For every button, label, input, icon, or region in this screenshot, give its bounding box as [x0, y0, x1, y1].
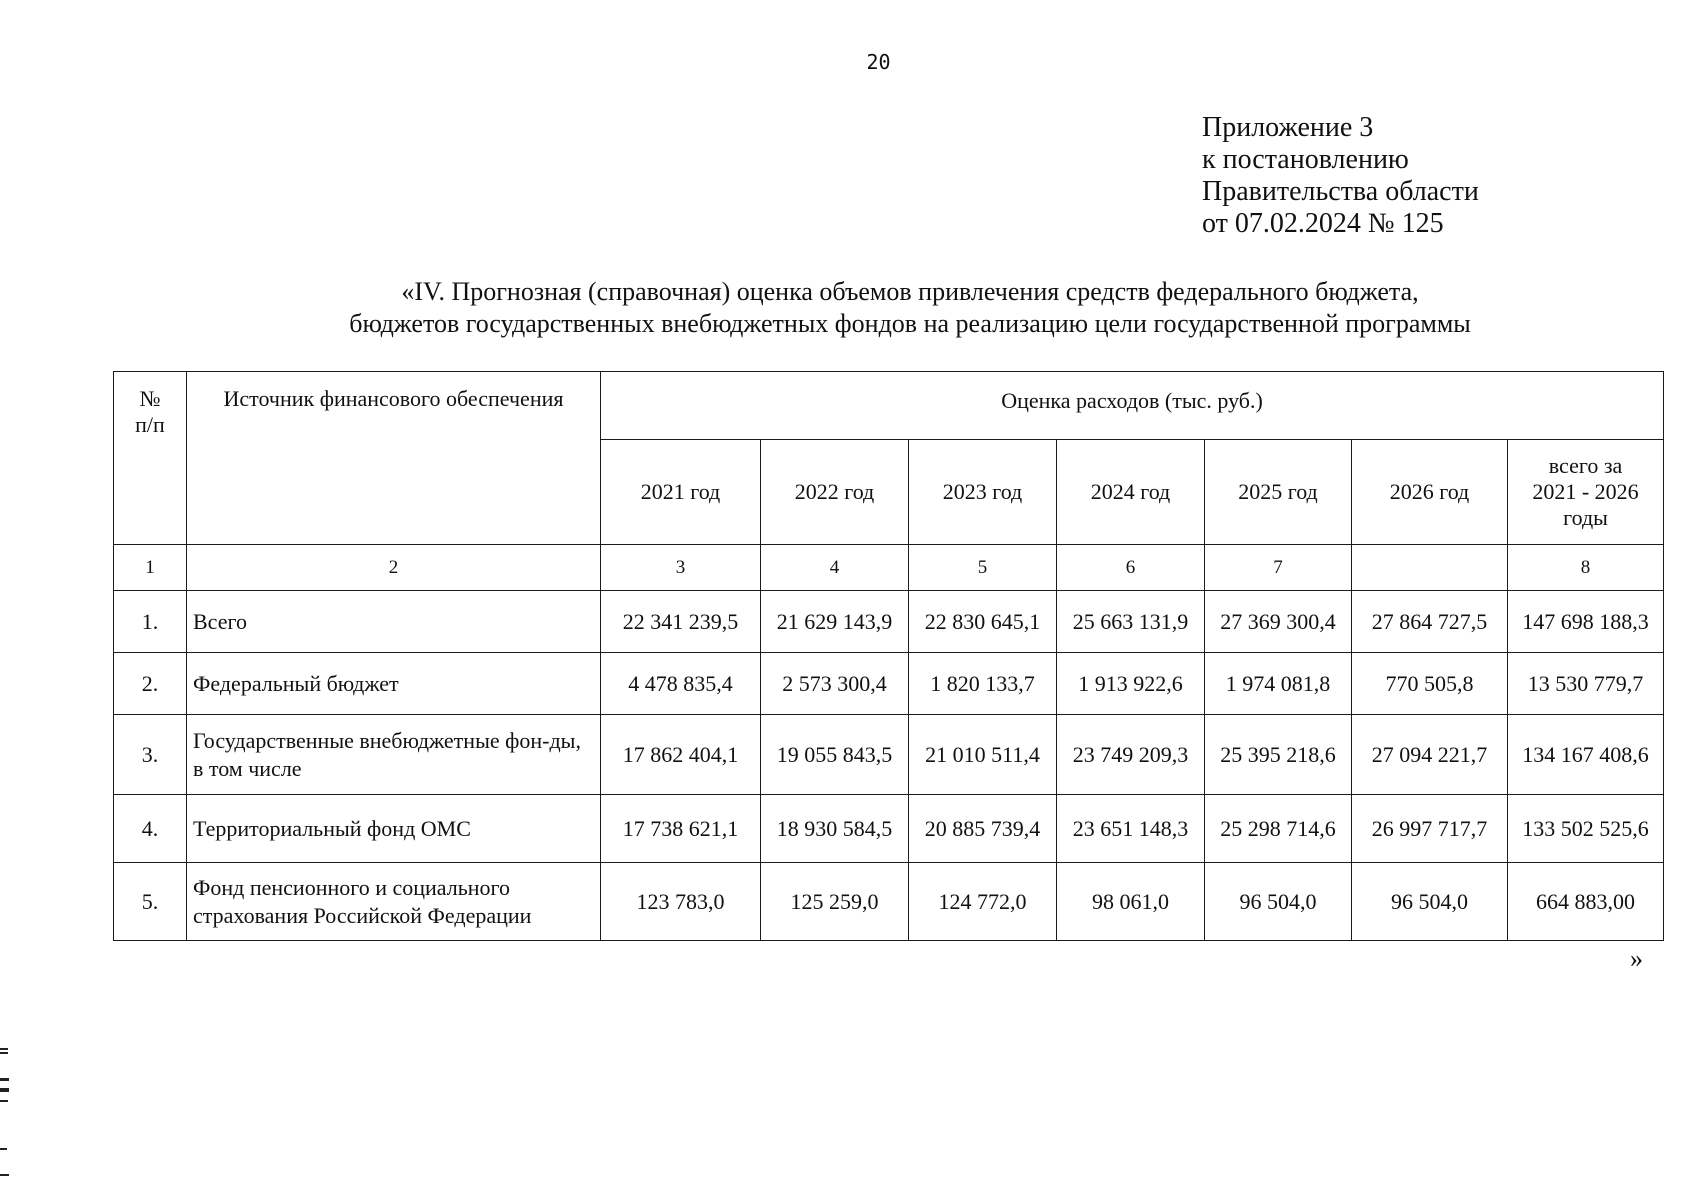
value-cell: 25 298 714,6: [1205, 795, 1352, 863]
index-cell: 1: [114, 545, 187, 591]
value-cell: 13 530 779,7: [1508, 653, 1664, 715]
row-num: 4.: [114, 795, 187, 863]
value-cell: 23 651 148,3: [1057, 795, 1205, 863]
value-cell: 133 502 525,6: [1508, 795, 1664, 863]
index-cell: 2: [187, 545, 601, 591]
header-source: Источник финансового обеспечения: [187, 372, 601, 545]
table-row: [114, 715, 1664, 795]
header-year-2022: 2022 год: [761, 440, 909, 545]
header-num: № п/п: [114, 372, 187, 545]
value-cell: 2 573 300,4: [761, 653, 909, 715]
appendix-line-4: от 07.02.2024 № 125: [1202, 208, 1444, 239]
heading-line-2: бюджетов государственных внебюджетных фондов на реализацию цели государственной программы: [349, 309, 1471, 338]
value-cell: 134 167 408,6: [1508, 715, 1664, 795]
value-cell: 26 997 717,7: [1352, 795, 1508, 863]
header-estimate: Оценка расходов (тыс. руб.): [601, 372, 1664, 440]
value-cell: 1 913 922,6: [1057, 653, 1205, 715]
value-cell: 1 820 133,7: [909, 653, 1057, 715]
header-year-2026: 2026 год: [1352, 440, 1508, 545]
index-cell: 8: [1508, 545, 1664, 591]
value-cell: 27 864 727,5: [1352, 591, 1508, 653]
table-row: [114, 653, 1664, 715]
value-cell: 125 259,0: [761, 863, 909, 941]
value-cell: 96 504,0: [1352, 863, 1508, 941]
closing-quote: »: [1630, 944, 1643, 973]
row-source: Государственные внебюджетные фон-ды, в том числе: [187, 715, 601, 795]
row-source: Территориальный фонд ОМС: [187, 795, 601, 863]
value-cell: 17 738 621,1: [601, 795, 761, 863]
row-num: 2.: [114, 653, 187, 715]
value-cell: 1 974 081,8: [1205, 653, 1352, 715]
row-num: 1.: [114, 591, 187, 653]
heading-line-1: «IV. Прогнозная (справочная) оценка объемов привлечения средств федерального бюджета,: [401, 277, 1419, 306]
appendix-block: [1202, 112, 1479, 240]
page-number: 20: [866, 50, 891, 74]
row-source: Фонд пенсионного и социального страхования Российской Федерации: [187, 863, 601, 941]
index-cell: 5: [909, 545, 1057, 591]
value-cell: 19 055 843,5: [761, 715, 909, 795]
value-cell: 22 341 239,5: [601, 591, 761, 653]
table-row: [114, 795, 1664, 863]
row-num: 3.: [114, 715, 187, 795]
header-year-2021: 2021 год: [601, 440, 761, 545]
value-cell: 4 478 835,4: [601, 653, 761, 715]
value-cell: 147 698 188,3: [1508, 591, 1664, 653]
header-year-2024: 2024 год: [1057, 440, 1205, 545]
value-cell: 22 830 645,1: [909, 591, 1057, 653]
row-num: 5.: [114, 863, 187, 941]
header-year-2025: 2025 год: [1205, 440, 1352, 545]
header-year-2023: 2023 год: [909, 440, 1057, 545]
appendix-line-1: Приложение 3: [1202, 112, 1374, 143]
value-cell: 664 883,00: [1508, 863, 1664, 941]
value-cell: 96 504,0: [1205, 863, 1352, 941]
scan-margin-marks: [0, 1048, 10, 1178]
value-cell: 21 629 143,9: [761, 591, 909, 653]
value-cell: 98 061,0: [1057, 863, 1205, 941]
value-cell: 27 094 221,7: [1352, 715, 1508, 795]
value-cell: 27 369 300,4: [1205, 591, 1352, 653]
value-cell: 124 772,0: [909, 863, 1057, 941]
index-row: [114, 545, 1664, 591]
appendix-line-3: Правительства области: [1202, 176, 1479, 207]
value-cell: 770 505,8: [1352, 653, 1508, 715]
table-row: [114, 591, 1664, 653]
value-cell: 20 885 739,4: [909, 795, 1057, 863]
row-source: Федеральный бюджет: [187, 653, 601, 715]
appendix-line-2: к постановлению: [1202, 144, 1409, 175]
index-cell: 7: [1205, 545, 1352, 591]
value-cell: 25 663 131,9: [1057, 591, 1205, 653]
value-cell: 25 395 218,6: [1205, 715, 1352, 795]
section-heading: [220, 276, 1600, 340]
value-cell: 123 783,0: [601, 863, 761, 941]
funding-table: [113, 371, 1664, 941]
index-cell: 3: [601, 545, 761, 591]
value-cell: 23 749 209,3: [1057, 715, 1205, 795]
row-source: Всего: [187, 591, 601, 653]
value-cell: 21 010 511,4: [909, 715, 1057, 795]
index-cell: 6: [1057, 545, 1205, 591]
header-total: всего за 2021 - 2026 годы: [1508, 440, 1664, 545]
index-cell: 4: [761, 545, 909, 591]
value-cell: 18 930 584,5: [761, 795, 909, 863]
index-cell: [1352, 545, 1508, 591]
table-row: [114, 863, 1664, 941]
value-cell: 17 862 404,1: [601, 715, 761, 795]
